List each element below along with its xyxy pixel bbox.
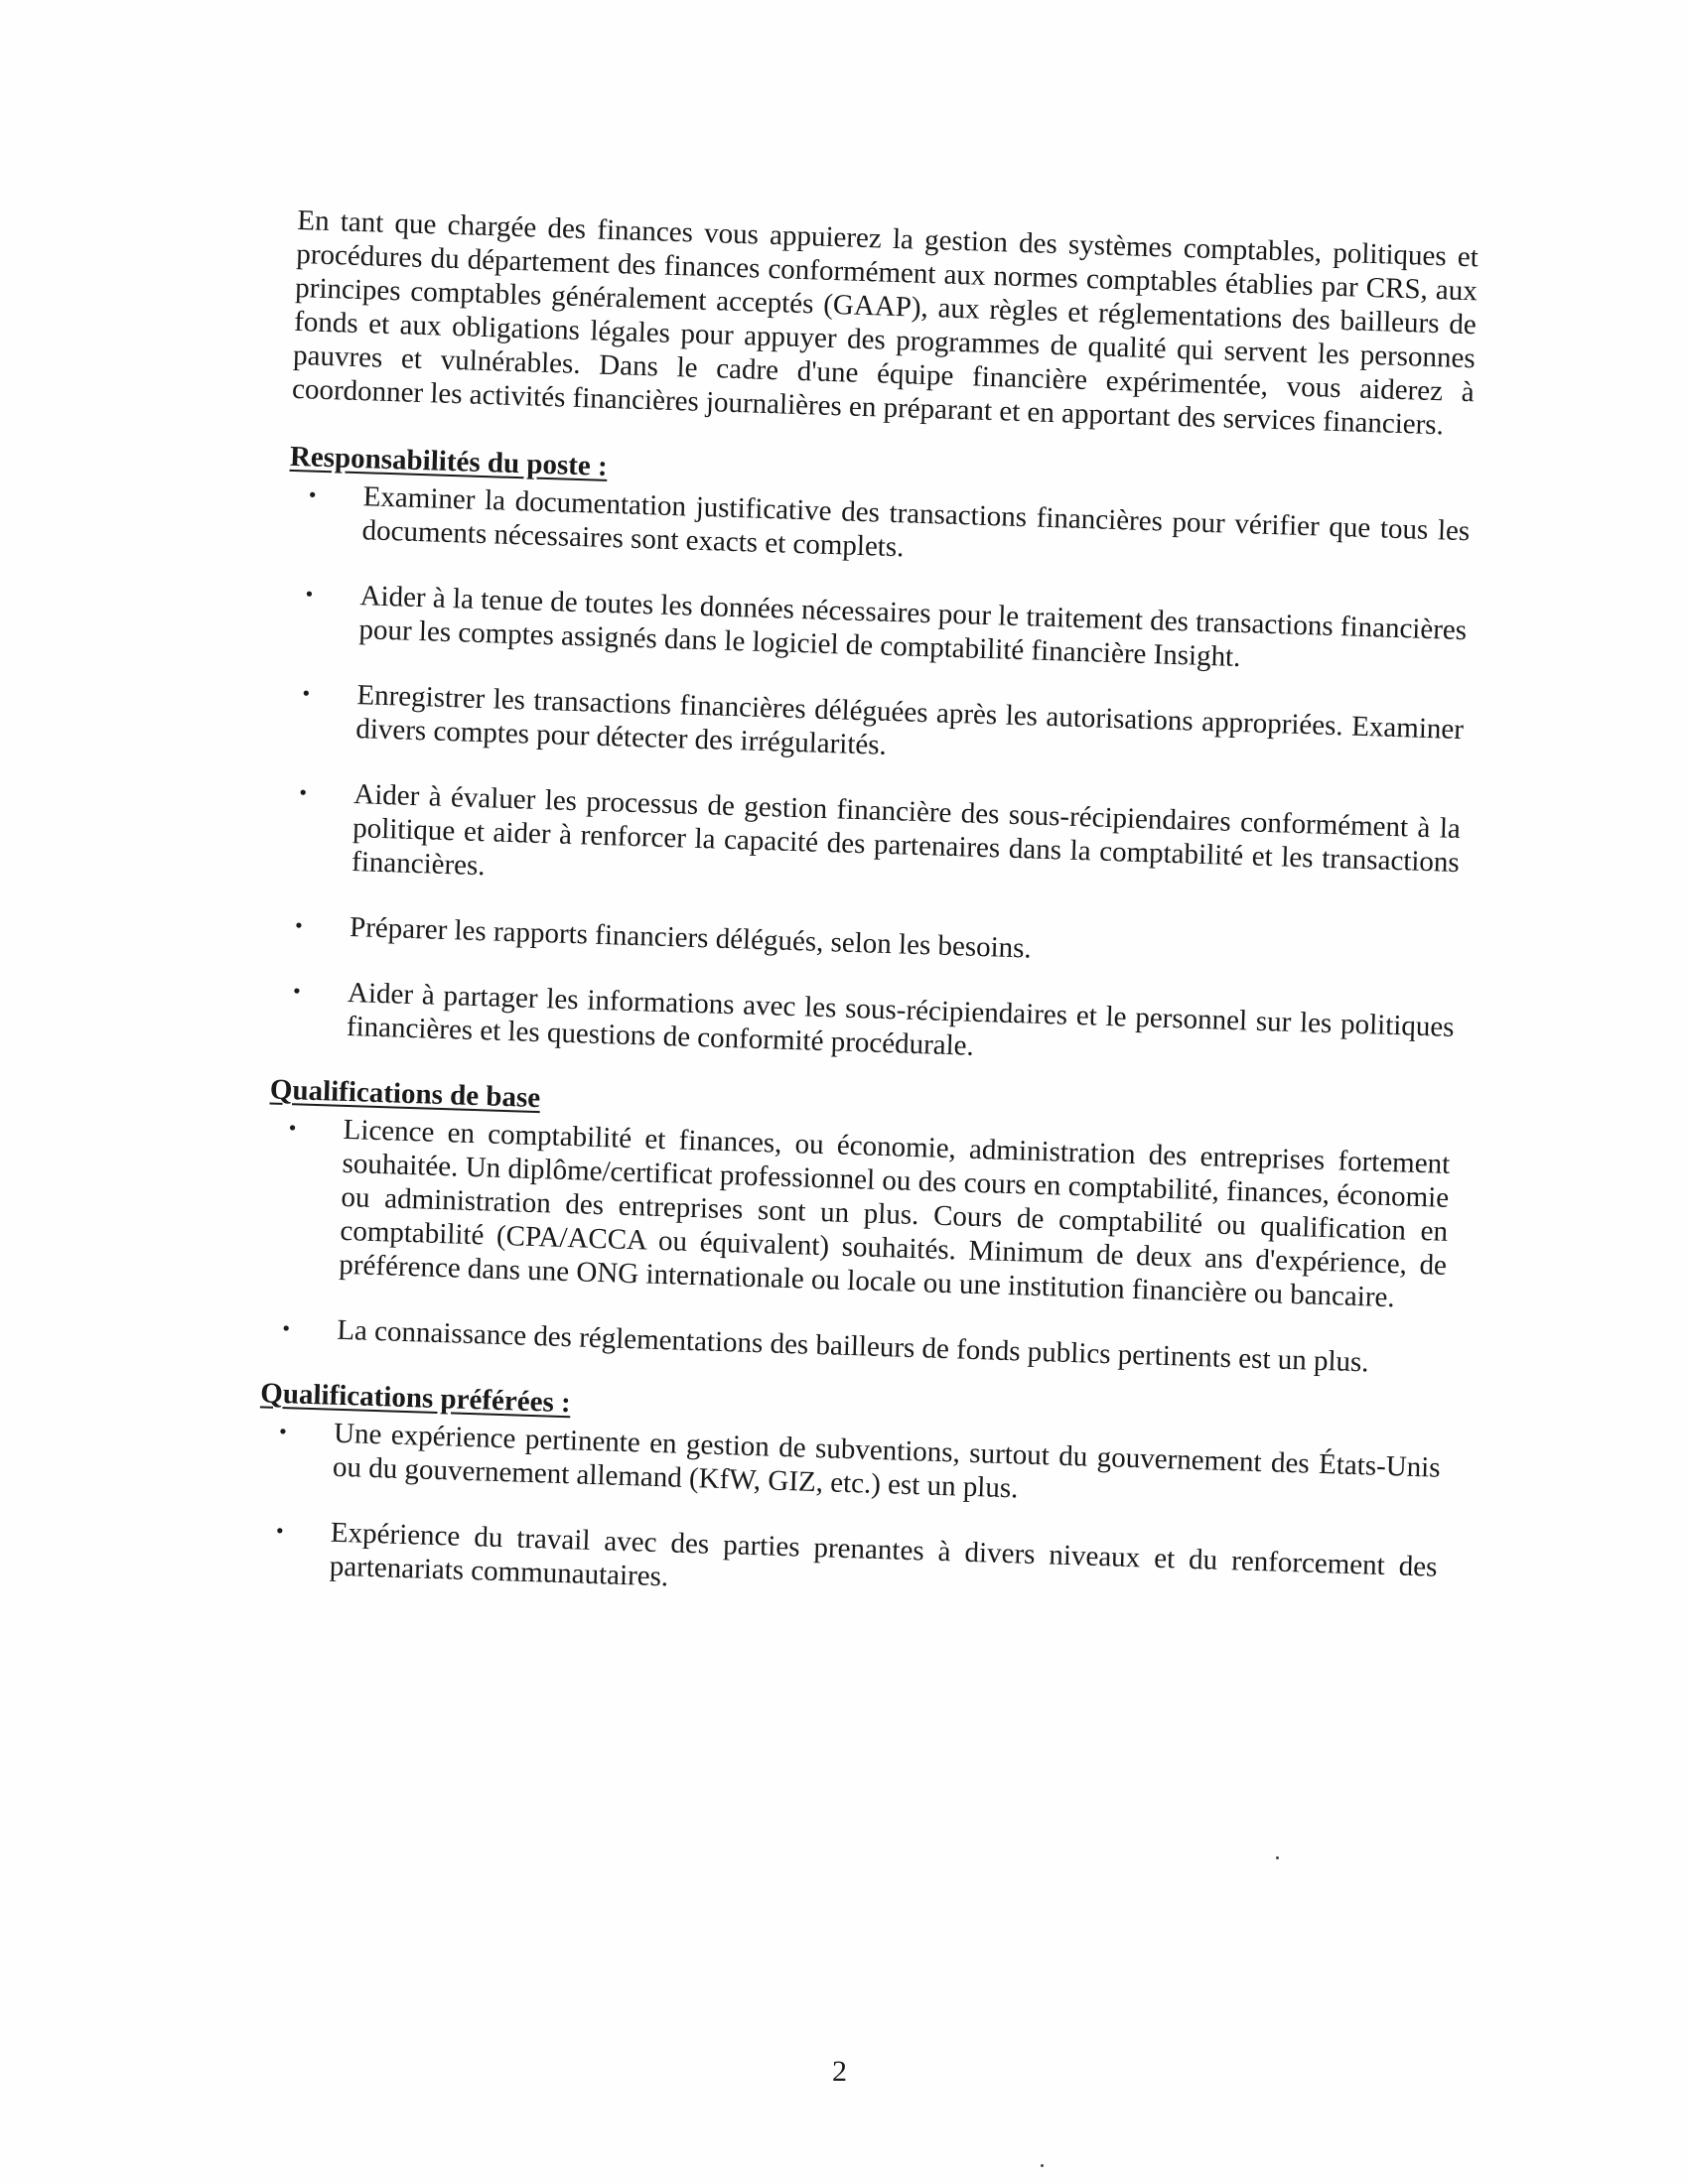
bullet-list: [271, 478, 1470, 1078]
list-item-text: Licence en comptabilité et finances, ou économie, administration des entreprises fortement souhaitée. Un diplôme/certificat professionnel ou des cours en comptabilité, finances, économie ou administration des entreprises sont un plus. Cours de comptabilité ou qualification en comptabilité (CPA/ACCA ou équivalent) souhaités. Minimum de deux ans d'expérience, de préférence dans une ONG internationale ou locale ou une institution financière ou bancaire.: [338, 1113, 1451, 1314]
bullet-icon: •: [288, 1115, 297, 1141]
list-item-text: Aider à partager les informations avec les sous-récipiendaires et le personnel sur les politiques financières et les questions de conformité procédurale.: [346, 976, 1456, 1062]
list-item: [284, 1111, 1451, 1316]
bullet-icon: •: [305, 581, 314, 607]
list-item-text: Enregistrer les transactions financières déléguées après les autorisations appropriées. Examiner divers comptes pour détecter des irrégularités.: [354, 679, 1465, 761]
list-item: [282, 1311, 1444, 1382]
bullet-icon: •: [292, 978, 302, 1004]
list-item: [297, 775, 1462, 913]
bullet-icon: •: [302, 680, 311, 706]
bullet-icon: •: [275, 1517, 285, 1544]
section-heading: Qualifications de base: [269, 1073, 541, 1115]
bullet-list: [262, 1111, 1451, 1382]
list-item-text: Aider à la tenue de toutes les données nécessaires pour le traitement des transactions financières pour les comptes assignés dans le logiciel de comptabilité financière Insight.: [358, 580, 1468, 674]
list-item-text: La connaissance des réglementations des bailleurs de fonds publics pertinents est un plus.: [336, 1313, 1370, 1379]
bullet-icon: •: [294, 912, 304, 938]
list-item: [274, 1514, 1438, 1618]
list-item-text: Expérience du travail avec des parties prenantes à divers niveaux et du renforcement des partenariats communautaires.: [329, 1516, 1438, 1593]
bullet-icon: •: [278, 1419, 288, 1444]
section-responsabilites: [271, 440, 1471, 1078]
scan-speck: [1041, 2164, 1044, 2167]
bullet-list: [254, 1414, 1441, 1617]
list-item-text: Aider à évaluer les processus de gestion financière des sous-récipiendaires conformément à la politique et aider à renforcer la capacité des partenaires dans la comptabilité et les transactions financières.: [351, 778, 1462, 883]
list-item: [291, 974, 1455, 1078]
list-item: [304, 577, 1468, 681]
list-item-text: Une expérience pertinente en gestion de subventions, surtout du gouvernement des États-Unis ou du gouvernement allemand (KfW, GIZ, etc.) est un plus.: [332, 1417, 1442, 1505]
bullet-icon: •: [308, 481, 317, 507]
bullet-icon: •: [282, 1315, 291, 1341]
list-item-text: Examiner la documentation justificative des transactions financières pour vérifier que tous les documents nécessaires sont exacts et complets.: [361, 480, 1471, 564]
intro-paragraph: En tant que chargée des finances vous appuierez la gestion des systèmes comptables, politiques et procédures du département des finances conformément aux normes comptables établies par CRS, aux principes comptables généralement acceptés (GAAP), aux règles et réglementations des bailleurs de fonds et aux obligations légales pour appuyer des programmes de qualité qui servent les personnes pauvres et vulnérables. Dans le cadre d'une équipe financière expérimentée, vous aiderez à coordonner les activités financières journalières en préparant et en apportant des services financiers.: [291, 204, 1479, 442]
section-qualifications-base: [262, 1073, 1452, 1382]
section-heading: Responsabilités du poste :: [289, 440, 609, 482]
list-item: [295, 908, 1457, 979]
list-item: [301, 676, 1465, 780]
section-heading: Qualifications préférées :: [259, 1377, 572, 1420]
list-item-text: Préparer les rapports financiers délégués, selon les besoins.: [349, 911, 1033, 965]
page-number: 2: [832, 2055, 847, 2088]
bullet-icon: •: [298, 779, 308, 805]
section-qualifications-preferees: [254, 1376, 1442, 1617]
page-content: [253, 204, 1478, 1650]
scan-speck: [1276, 1856, 1279, 1859]
